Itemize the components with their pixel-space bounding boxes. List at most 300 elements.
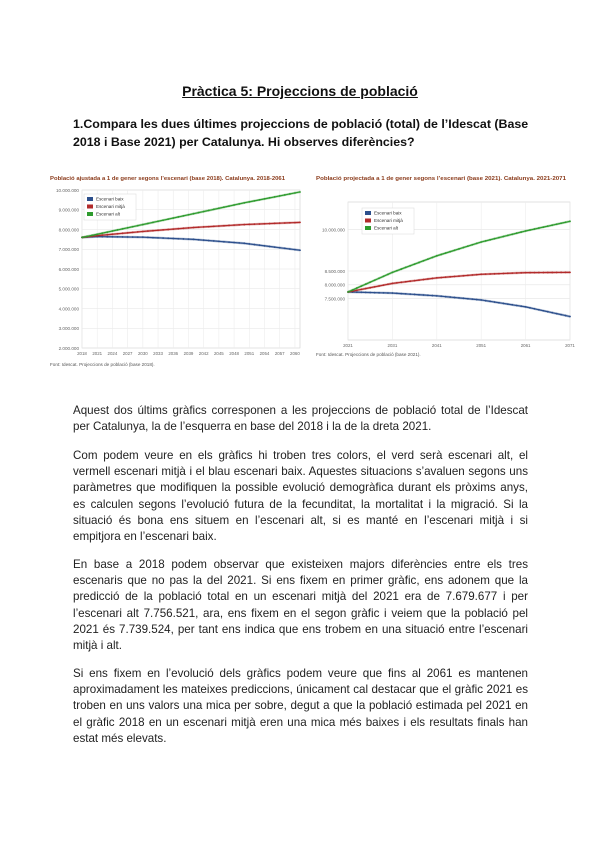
chart-2018-point-mid bbox=[243, 224, 245, 226]
chart-2021-point-low bbox=[387, 292, 389, 294]
chart-2021-point-low bbox=[538, 309, 540, 311]
chart-2021-point-mid bbox=[525, 272, 527, 274]
chart-2021-point-mid bbox=[365, 288, 367, 290]
chart-2018-point-low bbox=[152, 237, 154, 239]
chart-2021-point-high bbox=[485, 240, 487, 242]
chart-2018-point-low bbox=[182, 238, 184, 240]
chart-2018-point-low bbox=[269, 246, 271, 248]
chart-2021-point-mid bbox=[449, 276, 451, 278]
chart-2018-xtick-label: 2030 bbox=[137, 351, 148, 356]
chart-2021-point-mid bbox=[471, 274, 473, 276]
chart-2021-point-low bbox=[534, 308, 536, 310]
chart-2018-point-high bbox=[117, 229, 119, 231]
chart-2018-xtick-label: 2033 bbox=[153, 351, 163, 356]
chart-2021-point-low bbox=[365, 292, 367, 294]
chart-2018-point-low bbox=[122, 236, 124, 238]
chart-2018-point-high bbox=[91, 234, 93, 236]
chart-2018-point-low bbox=[167, 237, 169, 239]
chart-2021-point-mid bbox=[538, 272, 540, 274]
chart-2021-point-high bbox=[356, 287, 358, 289]
chart-2018-point-high bbox=[162, 219, 164, 221]
chart-2021-xtick-label: 2021 bbox=[343, 343, 353, 348]
chart-2018-xtick-label: 2051 bbox=[244, 351, 255, 356]
chart-2018-point-low bbox=[137, 236, 139, 238]
chart-2021-point-high bbox=[489, 239, 491, 241]
chart-2018-point-high bbox=[299, 191, 301, 193]
chart-2021-point-low bbox=[507, 303, 509, 305]
chart-2018-xtick-label: 2021 bbox=[92, 351, 103, 356]
chart-2021-point-low bbox=[547, 311, 549, 313]
chart-2018-xtick-label: 2036 bbox=[168, 351, 179, 356]
chart-2018-point-mid bbox=[294, 222, 296, 224]
chart-2018-point-high bbox=[264, 198, 266, 200]
chart-2018-ytick-label: 7.000.000 bbox=[58, 247, 79, 253]
chart-2021-point-mid bbox=[485, 273, 487, 275]
chart-2021-point-high bbox=[392, 271, 394, 273]
chart-2018-point-low bbox=[228, 241, 230, 243]
chart-2018-legend-swatch-high bbox=[87, 212, 93, 216]
chart-2021-point-low bbox=[378, 292, 380, 294]
chart-2018-point-mid bbox=[238, 224, 240, 226]
paragraph-intro: Aquest dos últims gràfics corresponen a les projeccions de població total de l’Idescat per Catalunya, la de l’esquerra en base del 2018 i la de la dreta 2021. bbox=[73, 404, 528, 434]
chart-2018-point-low bbox=[223, 241, 225, 243]
chart-2021-point-mid bbox=[396, 282, 398, 284]
chart-2018-point-low bbox=[157, 237, 159, 239]
chart-2018-point-low bbox=[106, 236, 108, 238]
chart-2021-point-mid bbox=[387, 283, 389, 285]
chart-2021-point-low bbox=[360, 291, 362, 293]
chart-2021-point-high bbox=[431, 257, 433, 259]
chart-2018-point-low bbox=[299, 249, 301, 251]
chart-2018-point-high bbox=[132, 226, 134, 228]
chart-2018-point-low bbox=[213, 240, 215, 242]
chart-2021-point-mid bbox=[551, 272, 553, 274]
chart-2018-point-mid bbox=[253, 223, 255, 225]
chart-2021-source: Font: Idescat. Projeccions de població (base 2021). bbox=[316, 352, 421, 357]
chart-2021-point-high bbox=[498, 237, 500, 239]
chart-2018-point-low bbox=[193, 238, 195, 240]
chart-2021-point-high bbox=[396, 270, 398, 272]
chart-2021-point-high bbox=[551, 224, 553, 226]
chart-2021-xtick-label: 2071 bbox=[565, 343, 575, 348]
chart-2021-legend-label-high: Escenari alt bbox=[374, 225, 399, 231]
chart-2018-xtick-label: 2039 bbox=[183, 351, 194, 356]
chart-2018-point-mid bbox=[142, 231, 144, 233]
chart-2018-point-mid bbox=[279, 222, 281, 224]
chart-2021-point-high bbox=[560, 222, 562, 224]
chart-2018-point-high bbox=[142, 224, 144, 226]
chart-2018-point-high bbox=[157, 220, 159, 222]
chart-2018-point-high bbox=[167, 218, 169, 220]
chart-2021-point-low bbox=[423, 294, 425, 296]
chart-2018-point-mid bbox=[203, 226, 205, 228]
chart-2018-point-low bbox=[259, 244, 261, 246]
chart-2021-point-high bbox=[467, 245, 469, 247]
chart-2021-point-mid bbox=[542, 272, 544, 274]
chart-2018-point-mid bbox=[112, 233, 114, 235]
chart-2021-point-mid bbox=[383, 284, 385, 286]
chart-2018-xtick-label: 2057 bbox=[274, 351, 285, 356]
chart-2018-point-high bbox=[122, 228, 124, 230]
chart-2018-point-mid bbox=[269, 223, 271, 225]
chart-2018-point-mid bbox=[122, 232, 124, 234]
chart-2021-point-mid bbox=[498, 273, 500, 275]
chart-2021-point-mid bbox=[565, 272, 567, 274]
chart-2018-title: Població ajustada a 1 de gener segons l’escenari (base 2018). Catalunya. 2018-2061 bbox=[50, 176, 285, 182]
chart-2018-point-mid bbox=[106, 234, 108, 236]
chart-2021-point-low bbox=[427, 294, 429, 296]
chart-2018-xtick-label: 2048 bbox=[229, 351, 239, 356]
chart-2018-point-high bbox=[101, 232, 103, 234]
chart-2018-point-low bbox=[112, 236, 114, 238]
chart-2021-title: Població projectada a 1 de gener segons l’escenari (base 2021). Catalunya. 2021-2071 bbox=[316, 176, 566, 182]
chart-2018-point-high bbox=[213, 208, 215, 210]
chart-2018-point-mid bbox=[289, 222, 291, 224]
chart-2021-point-mid bbox=[516, 272, 518, 274]
chart-2018-point-low bbox=[127, 236, 129, 238]
chart-2021-point-mid bbox=[400, 281, 402, 283]
chart-2018-point-high bbox=[259, 199, 261, 201]
chart-2021-point-mid bbox=[414, 280, 416, 282]
chart-2018-point-low bbox=[203, 239, 205, 241]
chart-2021-point-high bbox=[458, 248, 460, 250]
chart-2021-point-low bbox=[369, 292, 371, 294]
chart-2021-point-high bbox=[449, 251, 451, 253]
chart-2018-point-high bbox=[284, 194, 286, 196]
chart-2021-point-mid bbox=[427, 278, 429, 280]
paragraph-scenarios: Com podem veure en els gràfics hi troben tres colors, el verd serà escenari alt, el vermell escenari mitjà i el blau escenari baix. Aquestes situacions s’avaluen segons uns paràmetres que modifiquen la possible evolució demogràfica durant els pròxims anys, es calculen segons l’evolució futura de la fecunditat, la mortalitat i la migració. Si la situació és bona ens situem en l’escenari alt, si es manté en l’escenari mitjà i si empitjora en l’escenari baix. bbox=[73, 449, 528, 544]
chart-2018-point-mid bbox=[167, 229, 169, 231]
chart-2018-point-high bbox=[279, 195, 281, 197]
chart-2018-point-low bbox=[177, 238, 179, 240]
chart-2021-point-low bbox=[489, 300, 491, 302]
chart-2018-point-mid bbox=[218, 225, 220, 227]
chart-2018-point-mid bbox=[101, 234, 103, 236]
chart-2018-point-high bbox=[269, 197, 271, 199]
chart-2021-point-low bbox=[409, 293, 411, 295]
chart-2018-point-mid bbox=[177, 228, 179, 230]
chart-2018-point-low bbox=[284, 247, 286, 249]
chart-2018-ytick-label: 10.000.000 bbox=[56, 187, 79, 193]
chart-2021-point-mid bbox=[463, 275, 465, 277]
chart-2021-point-high bbox=[476, 243, 478, 245]
chart-2021-point-mid bbox=[431, 278, 433, 280]
chart-2021-point-mid bbox=[507, 272, 509, 274]
chart-2021-point-mid bbox=[547, 272, 549, 274]
chart-2018-xtick-label: 2054 bbox=[259, 351, 270, 356]
chart-2018-point-low bbox=[147, 237, 149, 239]
chart-2018-point-mid bbox=[137, 231, 139, 233]
chart-2021-point-mid bbox=[494, 273, 496, 275]
chart-2018-point-high bbox=[147, 223, 149, 225]
chart-2021-point-mid bbox=[418, 279, 420, 281]
chart-2021-point-low bbox=[560, 314, 562, 316]
chart-2021-point-low bbox=[498, 302, 500, 304]
chart-2021-point-low bbox=[529, 307, 531, 309]
chart-2021-legend-label-low: Escenari baix bbox=[374, 210, 402, 216]
chart-2021-point-high bbox=[463, 247, 465, 249]
chart-2018-point-mid bbox=[259, 223, 261, 225]
chart-2021-xtick-label: 2031 bbox=[387, 343, 398, 348]
chart-2021-point-mid bbox=[454, 276, 456, 278]
chart-2021-point-mid bbox=[445, 276, 447, 278]
chart-2018-legend-swatch-low bbox=[87, 197, 93, 201]
chart-2021-ytick-label: 10.000.000 bbox=[322, 227, 345, 233]
chart-2018-point-mid bbox=[152, 230, 154, 232]
chart-2018-point-low bbox=[264, 245, 266, 247]
chart-2018-point-mid bbox=[264, 223, 266, 225]
chart-2021-point-high bbox=[454, 249, 456, 251]
chart-2018-point-mid bbox=[223, 225, 225, 227]
chart-2018-point-mid bbox=[208, 226, 210, 228]
chart-2021-point-high bbox=[347, 291, 349, 293]
chart-2018-point-low bbox=[162, 237, 164, 239]
chart-2018-point-high bbox=[233, 204, 235, 206]
chart-2018-legend-label-low: Escenari baix bbox=[96, 196, 124, 202]
chart-2021-xtick-label: 2051 bbox=[476, 343, 487, 348]
chart-2021-point-low bbox=[556, 313, 558, 315]
chart-2018-xtick-label: 2045 bbox=[213, 351, 224, 356]
chart-2018-point-high bbox=[137, 225, 139, 227]
chart-2021-point-mid bbox=[556, 272, 558, 274]
chart-base-2018-svg bbox=[42, 170, 302, 370]
chart-2021-point-low bbox=[542, 310, 544, 312]
chart-2018-point-high bbox=[86, 235, 88, 237]
chart-2018-ytick-label: 6.000.000 bbox=[58, 266, 79, 272]
chart-2021-point-low bbox=[520, 305, 522, 307]
chart-2018-point-high bbox=[274, 196, 276, 198]
chart-base-2021-svg bbox=[310, 170, 575, 370]
chart-2021-point-high bbox=[507, 234, 509, 236]
chart-2021-point-low bbox=[471, 298, 473, 300]
chart-2018-point-high bbox=[152, 221, 154, 223]
chart-2021-point-low bbox=[463, 297, 465, 299]
chart-2018-point-mid bbox=[284, 222, 286, 224]
chart-2018-point-high bbox=[112, 230, 114, 232]
chart-2018-point-high bbox=[182, 215, 184, 217]
chart-2021-legend bbox=[362, 208, 414, 234]
chart-2021-point-high bbox=[436, 255, 438, 257]
chart-2021-point-high bbox=[369, 281, 371, 283]
chart-2018-point-low bbox=[253, 244, 255, 246]
chart-2021-point-low bbox=[445, 296, 447, 298]
chart-2018-point-mid bbox=[172, 228, 174, 230]
chart-2021-point-mid bbox=[458, 275, 460, 277]
chart-2021-point-mid bbox=[436, 277, 438, 279]
chart-2021-point-mid bbox=[503, 273, 505, 275]
chart-2021-point-low bbox=[440, 295, 442, 297]
chart-2021-point-high bbox=[445, 252, 447, 254]
chart-2018-point-high bbox=[223, 206, 225, 208]
chart-2021-point-high bbox=[565, 221, 567, 223]
chart-2018-point-high bbox=[238, 203, 240, 205]
chart-2018-point-mid bbox=[157, 229, 159, 231]
chart-2018-point-mid bbox=[132, 231, 134, 233]
chart-2018-point-high bbox=[198, 212, 200, 214]
chart-2021-ytick-label: 8.000.000 bbox=[324, 282, 345, 288]
chart-2021-point-low bbox=[383, 292, 385, 294]
chart-2018-point-mid bbox=[233, 224, 235, 226]
chart-2021-point-low bbox=[436, 295, 438, 297]
chart-2021-point-high bbox=[538, 227, 540, 229]
chart-2021-point-mid bbox=[560, 272, 562, 274]
chart-2021-point-mid bbox=[511, 272, 513, 274]
chart-2021-point-high bbox=[360, 285, 362, 287]
chart-2018-legend bbox=[84, 194, 136, 220]
chart-2018-point-low bbox=[248, 243, 250, 245]
chart-2018-xtick-label: 2024 bbox=[107, 351, 118, 356]
chart-2018-point-high bbox=[253, 200, 255, 202]
chart-2018-point-low bbox=[172, 238, 174, 240]
chart-2018-point-low bbox=[218, 240, 220, 242]
chart-2021-point-high bbox=[534, 228, 536, 230]
chart-2018-xtick-label: 2042 bbox=[198, 351, 209, 356]
chart-2021-point-high bbox=[440, 254, 442, 256]
chart-2018-point-low bbox=[132, 236, 134, 238]
chart-2021-point-high bbox=[405, 267, 407, 269]
chart-2021-point-low bbox=[454, 297, 456, 299]
chart-2021-ytick-label: 7.500.000 bbox=[324, 296, 345, 302]
chart-2021-point-high bbox=[427, 258, 429, 260]
chart-2018-point-mid bbox=[182, 227, 184, 229]
chart-2021-point-mid bbox=[569, 271, 571, 273]
chart-2021-point-mid bbox=[378, 285, 380, 287]
chart-2018-point-low bbox=[188, 238, 190, 240]
chart-2021-point-high bbox=[556, 223, 558, 225]
chart-2018-point-low bbox=[208, 240, 210, 242]
chart-2021-point-high bbox=[378, 277, 380, 279]
chart-2021-point-mid bbox=[409, 280, 411, 282]
chart-2018-point-low bbox=[142, 236, 144, 238]
chart-2018-point-low bbox=[279, 247, 281, 249]
chart-2021-point-low bbox=[467, 298, 469, 300]
chart-2018-point-high bbox=[228, 205, 230, 207]
chart-2018-point-high bbox=[289, 193, 291, 195]
chart-2021-point-low bbox=[503, 303, 505, 305]
chart-2021-point-low bbox=[418, 294, 420, 296]
chart-2021-point-low bbox=[565, 315, 567, 317]
chart-2021-point-high bbox=[503, 236, 505, 238]
chart-2018-point-mid bbox=[274, 222, 276, 224]
chart-base-2021 bbox=[310, 170, 575, 370]
chart-2018-ytick-label: 2.000.000 bbox=[58, 345, 79, 351]
chart-2021-point-mid bbox=[360, 289, 362, 291]
chart-2021-xtick-label: 2061 bbox=[520, 343, 531, 348]
chart-2021-point-high bbox=[383, 275, 385, 277]
chart-2018-xtick-label: 2060 bbox=[290, 351, 300, 356]
chart-2018-point-mid bbox=[162, 229, 164, 231]
chart-2021-point-high bbox=[525, 230, 527, 232]
chart-2021-point-low bbox=[494, 301, 496, 303]
chart-2021-point-high bbox=[387, 273, 389, 275]
chart-2021-point-low bbox=[485, 300, 487, 302]
chart-2018-point-mid bbox=[193, 227, 195, 229]
chart-2018-point-low bbox=[117, 236, 119, 238]
chart-2018-point-high bbox=[193, 213, 195, 215]
chart-2018-point-mid bbox=[213, 225, 215, 227]
chart-2018-point-high bbox=[188, 214, 190, 216]
chart-2018-point-high bbox=[243, 202, 245, 204]
chart-2021-point-high bbox=[374, 279, 376, 281]
chart-2021-point-mid bbox=[489, 273, 491, 275]
chart-2021-point-high bbox=[520, 231, 522, 233]
chart-2018-point-high bbox=[106, 231, 108, 233]
chart-2018-point-high bbox=[81, 237, 83, 239]
paragraph-comparison: En base a 2018 podem observar que existeixen majors diferències entre els tres escenaris que no pas la del 2021. Si ens fixem en primer gràfic, ens adonem que la predicció de la població total en un escenari mitjà del 2021 era de 7.679.677 i per l’escenari alt 7.756.521, ara, ens fixem en el segon gràfic i veiem que la població pel 2021 és 7.739.524, per tant ens indica que ens trobem en una situació entre l’escenari mitjà i alt. bbox=[73, 558, 528, 653]
chart-2021-point-mid bbox=[520, 272, 522, 274]
chart-2021-legend-label-mid: Escenari mitjà bbox=[374, 218, 403, 224]
chart-2021-point-mid bbox=[534, 272, 536, 274]
chart-2018-ytick-label: 9.000.000 bbox=[58, 207, 79, 213]
chart-2021-point-low bbox=[449, 296, 451, 298]
chart-2018-xtick-label: 2018 bbox=[77, 351, 87, 356]
chart-2021-point-high bbox=[352, 289, 354, 291]
chart-2021-point-low bbox=[374, 292, 376, 294]
question-heading: 1.Compara les dues últimes projeccions de població (total) de l’Idescat (Base 2018 i Base 2021) per Catalunya. Hi observes diferències? bbox=[73, 117, 529, 149]
chart-2018-point-mid bbox=[299, 221, 301, 223]
chart-2018-point-low bbox=[233, 242, 235, 244]
chart-2018-point-high bbox=[218, 207, 220, 209]
chart-2018-point-high bbox=[127, 227, 129, 229]
chart-2018-legend-label-mid: Escenari mitjà bbox=[96, 204, 125, 210]
chart-2018-legend-swatch-mid bbox=[87, 205, 93, 209]
chart-2021-point-high bbox=[423, 260, 425, 262]
chart-2018-point-mid bbox=[147, 230, 149, 232]
chart-2018-ytick-label: 8.000.000 bbox=[58, 227, 79, 233]
chart-2018-point-mid bbox=[127, 232, 129, 234]
chart-2021-point-mid bbox=[467, 274, 469, 276]
chart-2021-point-low bbox=[480, 299, 482, 301]
chart-2018-point-mid bbox=[248, 223, 250, 225]
chart-2021-point-mid bbox=[374, 286, 376, 288]
chart-2021-point-mid bbox=[423, 279, 425, 281]
chart-2021-point-high bbox=[569, 220, 571, 222]
chart-2018-ytick-label: 5.000.000 bbox=[58, 286, 79, 292]
chart-2021-point-high bbox=[471, 244, 473, 246]
chart-2021-point-mid bbox=[369, 287, 371, 289]
chart-2021-point-high bbox=[511, 233, 513, 235]
chart-2021-point-high bbox=[547, 225, 549, 227]
chart-2018-legend-label-high: Escenari alt bbox=[96, 211, 121, 217]
chart-2018-point-high bbox=[208, 210, 210, 212]
chart-2018-source: Font: Idescat. Projeccions de població (base 2018). bbox=[50, 362, 155, 367]
chart-2021-point-low bbox=[400, 293, 402, 295]
chart-2021-point-low bbox=[551, 312, 553, 314]
chart-2021-point-mid bbox=[405, 281, 407, 283]
chart-2021-legend-swatch-high bbox=[365, 226, 371, 230]
chart-2021-point-mid bbox=[440, 277, 442, 279]
chart-2018-point-high bbox=[177, 216, 179, 218]
chart-2018-point-high bbox=[96, 233, 98, 235]
chart-2018-point-low bbox=[289, 248, 291, 250]
chart-2021-point-low bbox=[458, 297, 460, 299]
chart-2018-point-high bbox=[248, 201, 250, 203]
chart-2021-point-low bbox=[392, 292, 394, 294]
chart-2021-point-high bbox=[409, 265, 411, 267]
chart-2018-point-mid bbox=[198, 226, 200, 228]
chart-2021-point-mid bbox=[529, 272, 531, 274]
chart-2021-point-high bbox=[494, 238, 496, 240]
chart-2021-point-high bbox=[400, 268, 402, 270]
chart-2021-ytick-label: 8.500.000 bbox=[324, 268, 345, 274]
chart-2018-point-high bbox=[294, 192, 296, 194]
chart-2018-point-low bbox=[274, 246, 276, 248]
paragraph-evolution: Si ens fixem en l’evolució dels gràfics podem veure que fins al 2061 es mantenen aproximadament les mateixes prediccions, únicament cal destacar que el gràfic 2021 es troben en uns valors una mica per sobre, degut a que la població estimada pel 2021 en el gràfic 2018 en un escenari mitjà eren una mica més baixes i els resultats finals han estat més elevats. bbox=[73, 667, 528, 745]
chart-2018-xtick-label: 2027 bbox=[122, 351, 133, 356]
chart-2018-ytick-label: 4.000.000 bbox=[58, 306, 79, 312]
chart-2021-point-high bbox=[542, 226, 544, 228]
chart-2021-point-low bbox=[516, 305, 518, 307]
